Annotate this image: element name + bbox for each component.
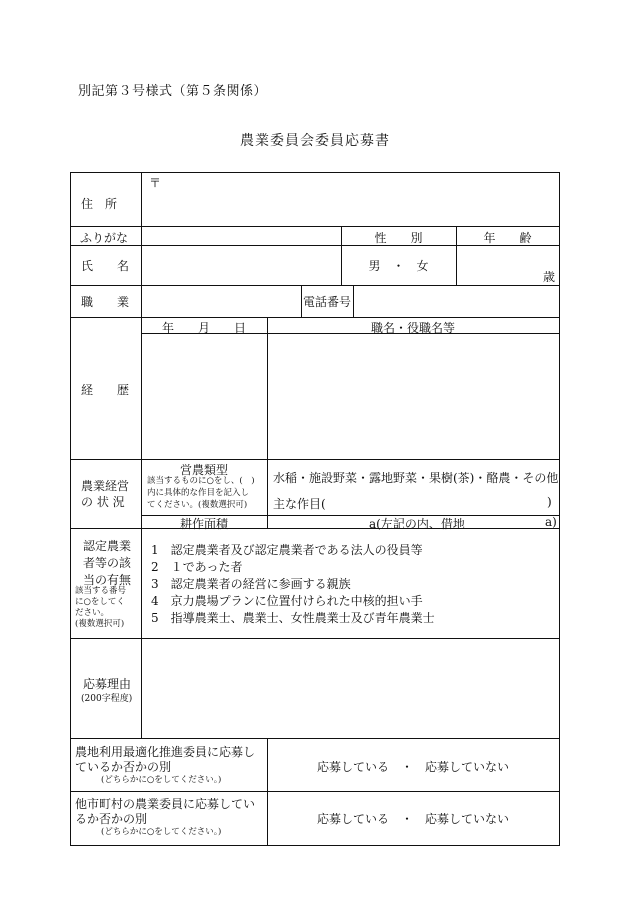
certified-option-2[interactable]: 2 １であった者: [151, 560, 243, 574]
age-field[interactable]: [458, 247, 538, 283]
promotion-note: (どちらかに○をしてください。): [101, 775, 222, 785]
age-unit: 歳: [543, 270, 556, 284]
reason-label: 応募理由: [83, 677, 132, 691]
address-field[interactable]: [153, 187, 553, 223]
career-date-field[interactable]: [143, 335, 265, 457]
career-label: 経 歴: [81, 383, 130, 397]
farming-area-field[interactable]: [269, 516, 367, 527]
farming-type-note-1: 該当するものに○をし、( ): [147, 476, 255, 486]
promotion-question-1: 農地利用最適化推進委員に応募し: [75, 745, 256, 759]
certified-option-5[interactable]: 5 指導農業士、農業士、女性農業士及び青年農業士: [151, 611, 435, 625]
name-label: 氏 名: [81, 259, 130, 273]
application-form-table: [70, 172, 560, 846]
other-city-question-1: 他市町村の農業委員に応募してい: [75, 797, 256, 811]
certified-note-1: 該当する番号: [75, 586, 127, 596]
main-crop-label: 主な作目(: [273, 497, 326, 511]
reason-field[interactable]: [143, 640, 557, 736]
rented-area-field[interactable]: [476, 516, 544, 527]
farming-area-unit: a(左記の内、借地: [369, 517, 465, 531]
certified-option-4[interactable]: 4 京力農場プランに位置付けられた中核的担い手: [151, 594, 423, 608]
certified-note-4: (複数選択可): [75, 619, 125, 629]
farming-label-line1: 農業経営: [81, 479, 130, 493]
gender-header: 性 別: [374, 231, 423, 245]
phone-field[interactable]: [355, 287, 557, 315]
phone-label: 電話番号: [302, 295, 351, 309]
certified-label-3: 当の有無: [83, 573, 132, 587]
document-title: 農業委員会委員応募書: [240, 133, 390, 149]
farming-type-note-2: 内に具体的な作目を記入し: [147, 488, 250, 498]
name-field[interactable]: [143, 247, 339, 283]
reason-note: (200字程度): [81, 694, 133, 704]
certified-option-1[interactable]: 1 認定農業者及び認定農業者である法人の役員等: [151, 543, 423, 557]
furigana-field[interactable]: [143, 227, 339, 244]
certified-option-3[interactable]: 3 認定農業者の経営に参画する親族: [151, 577, 351, 591]
address-label: 住 所: [81, 197, 118, 211]
career-date-header: 年 月 日: [161, 321, 246, 335]
form-number-note: 別記第３号様式（第５条関係）: [78, 84, 268, 99]
certified-label-1: 認定農業: [83, 539, 132, 553]
occupation-label: 職 業: [81, 295, 130, 309]
main-crop-field[interactable]: [333, 495, 543, 511]
farming-label-line2: の 状 況: [81, 495, 125, 509]
other-city-question-2: るか否かの別: [75, 812, 148, 826]
postal-mark: 〒: [149, 176, 162, 190]
age-header: 年 齢: [483, 231, 532, 245]
farming-type-note-3: てください。(複数選択可): [147, 500, 248, 510]
farming-area-unit-close: a): [545, 515, 557, 529]
promotion-options[interactable]: 応募している ・ 応募していない: [316, 760, 509, 774]
other-city-options[interactable]: 応募している ・ 応募していない: [316, 812, 509, 826]
occupation-field[interactable]: [143, 287, 299, 315]
farming-type-options[interactable]: 水稲・施設野菜・露地野菜・果樹(茶)・酪農・その他: [273, 471, 559, 485]
gender-options[interactable]: 男 ・ 女: [368, 259, 429, 273]
main-crop-close: ): [547, 495, 552, 509]
certified-note-3: ださい。: [75, 608, 110, 618]
career-position-header: 職名・役職名等: [370, 321, 455, 335]
certified-note-2: に○をしてく: [75, 597, 125, 607]
promotion-question-2: ているか否かの別: [75, 760, 172, 774]
farming-area-label: 耕作面積: [179, 517, 228, 531]
career-position-field[interactable]: [269, 335, 557, 457]
farming-type-label: 営農類型: [179, 463, 228, 477]
furigana-label: ふりがな: [80, 231, 129, 245]
certified-label-2: 者等の該: [83, 556, 132, 570]
other-city-note: (どちらかに○をしてください。): [101, 827, 222, 837]
